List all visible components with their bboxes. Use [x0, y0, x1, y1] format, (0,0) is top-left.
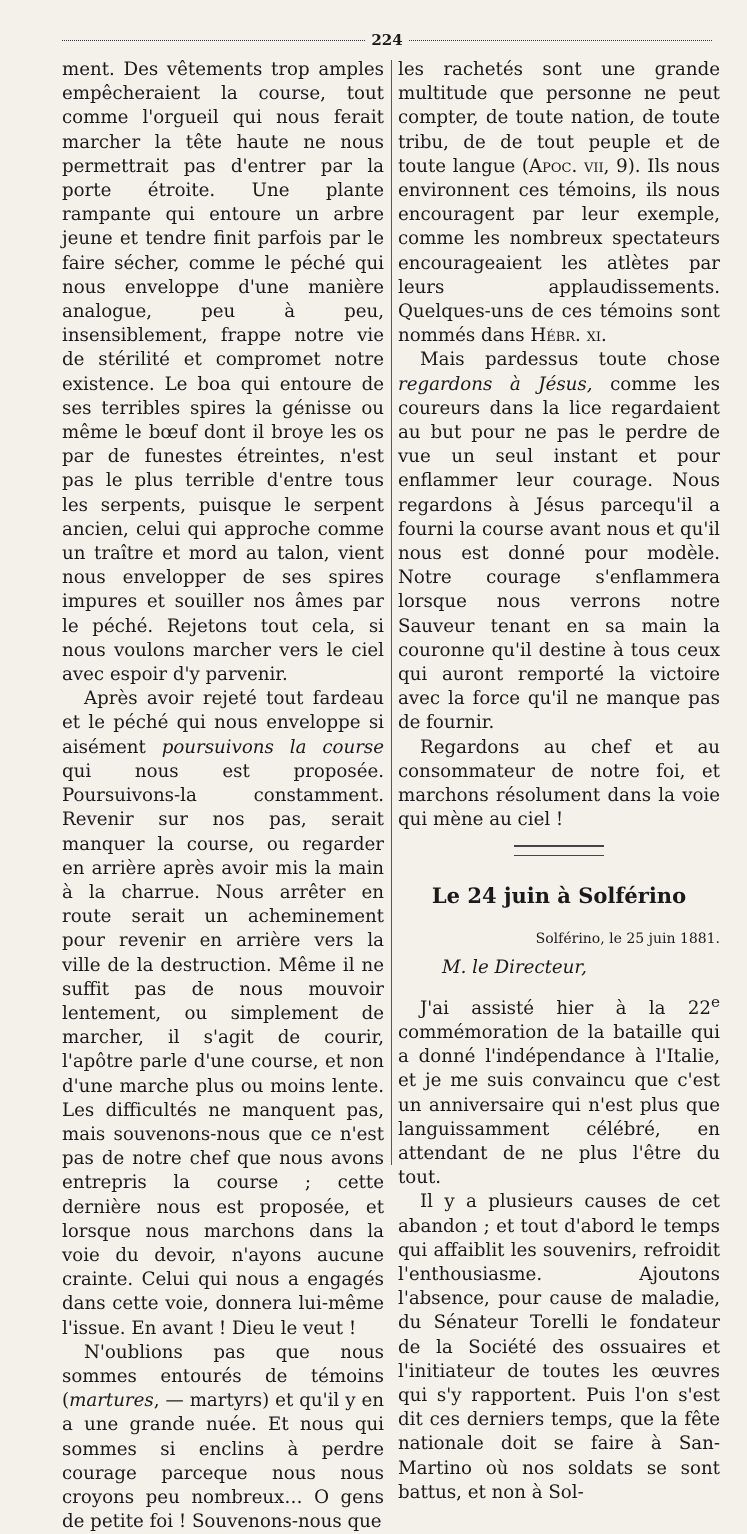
text-run: J'ai assisté hier à la 22 [420, 997, 712, 1019]
left-column [62, 58, 384, 1533]
text-run: . [601, 325, 607, 347]
text-run: les rachetés sont une grande multitude que personne ne peut compter, de toute nation, de toute tribu, de de tout peuple et de toute langue ( [398, 59, 720, 177]
right-paragraph-1 [398, 58, 720, 348]
text-run: Après avoir rejeté tout fardeau et le péché qui nous enveloppe si aisément [62, 688, 384, 758]
left-paragraph-3 [62, 1341, 384, 1534]
left-paragraph-1: ment. Des vêtements trop amples empêcheraient la course, tout comme l'orgueil qui nous ferait marcher la tête haute ne nous permettrait pas d'entrer par la porte étroite. Une plante rampante qui entoure un arbre jeune et tendre finit parfois par le faire sécher, comme le péché qui nous enveloppe d'une manière analogue, peu à peu, insensiblement, frappe notre vie de stérilité et compromet notre existence. Le boa qui entoure de ses terribles spires la génisse ou même le bœuf dont il broye les os par de funestes étreintes, n'est pas le plus terrible d'entre tous les serpents, puisque le serpent ancien, celui qui approche comme un traître et mord au talon, vient nous envelopper de ses spires impures et souiller nos âmes par le péché. Rejetons tout cela, si nous voulons marcher vers le ciel avec espoir d'y parvenir. [62, 59, 384, 686]
right-column [398, 58, 720, 1503]
article-title: Le 24 juin à Solférino [431, 882, 687, 908]
dateline: Solférino, le 25 juin 1881. [535, 930, 720, 947]
header-rule-right [409, 40, 712, 41]
text-run: N'oublions pas que nous sommes entourés de témoins ( [62, 1341, 384, 1412]
text-run: qui nous est proposée. Poursuivons-la constamment. Revenir sur nos pas, serait manquer la course, ou regarder en arrière après avoir mis la main à la charrue. Nous arrêter en route serait un acheminement pour revenir en arrière vers la ville de la destruction. Même il ne suffit pas de nous mouvoir lentement, ou simplement de marcher, il s'agit de courir, l'apôtre parle d'une course, et non d'une marche plus ou moins lente. Les difficultés ne manquent pas, mais souvenons-nous que ce n'est pas de notre chef que nous avons entrepris la course ; cette dernière nous est proposée, et lorsque nous marchons dans la voie du devoir, n'ayons aucune crainte. Celui qui nous a engagés dans cette voie, donnera lui-même l'issue. En avant ! Dieu le veut ! [62, 760, 384, 1339]
section-separator-thin [514, 855, 604, 856]
salutation-text: M. le Directeur, [442, 956, 587, 978]
salutation [398, 956, 720, 980]
article-paragraph-1 [398, 990, 720, 1191]
section-separator [514, 845, 604, 847]
article-paragraph-2: Il y a plusieurs causes de cet abandon ; et tout d'abord le temps qui affaiblit les souvenirs, refroidit l'enthousiasme. Ajoutons l'absence, pour cause de maladie, du Sénateur Torelli le fondateur de la Société des ossuaires et l'initiateur de toutes les œuvres qui s'y rapportent. Puis l'on s'est dit ces derniers temps, que la fête nationale doit se faire à San-Martino où nos soldats se sont battus, et non à Sol- [398, 1191, 720, 1503]
text-run: ). Ils nous environnent ces témoins, ils nous encouragent par leur exemple, comme les nombreux spectateurs encourageaient les atlètes par leurs applaudissements. Quelques-uns de ces témoins sont nommés dans [398, 155, 720, 347]
italic-phrase: poursuivons la course [161, 736, 384, 758]
column-divider [391, 60, 392, 1165]
left-paragraph-2 [62, 687, 384, 1340]
ordinal-suffix: e [711, 992, 720, 1011]
right-paragraph-3: Regardons au chef et au consommateur de notre foi, et marchons résolument dans la voie qui mène au ciel ! [398, 736, 720, 831]
text-run: Mais pardessus toute chose [420, 349, 720, 371]
page-header [62, 30, 712, 50]
italic-word: martures [69, 1390, 154, 1412]
text-run: comme les coureurs dans la lice regardaient au but pour ne pas le perdre de vue un seul instant et pour enflammer leur courage. Nous regardons à Jésus parcequ'il a fourni la course avant nous et qu'il nous est donné pour modèle. Notre courage s'enflammera lorsque nous verrons notre Sauveur tenant en sa main la couronne qu'il destine à tous ceux qui auront remporté la victoire avec la force qu'il ne manque pas de fournir. [398, 373, 720, 734]
right-paragraph-2 [398, 348, 720, 735]
text-run: commémoration de la bataille qui a donné l'indépendance à l'Italie, et je me suis convaincu que c'est un anniversaire qui n'est plus que languissamment célébré, en attendant de ne plus l'être du tout. [398, 1021, 720, 1189]
header-rule-left [62, 40, 365, 41]
text-run: , — martyrs) et qu'il y en a une grande nuée. Et nous qui sommes si enclins à perdre courage parceque nous nous croyons peu nombreux… O gens de petite foi ! Souvenons-nous que [62, 1390, 384, 1533]
italic-phrase: regardons à Jésus, [398, 373, 593, 395]
page-number: 224 [371, 31, 403, 49]
bible-reference: Apoc. vii, 9 [529, 155, 628, 177]
bible-reference: Hébr. xi [530, 325, 602, 347]
